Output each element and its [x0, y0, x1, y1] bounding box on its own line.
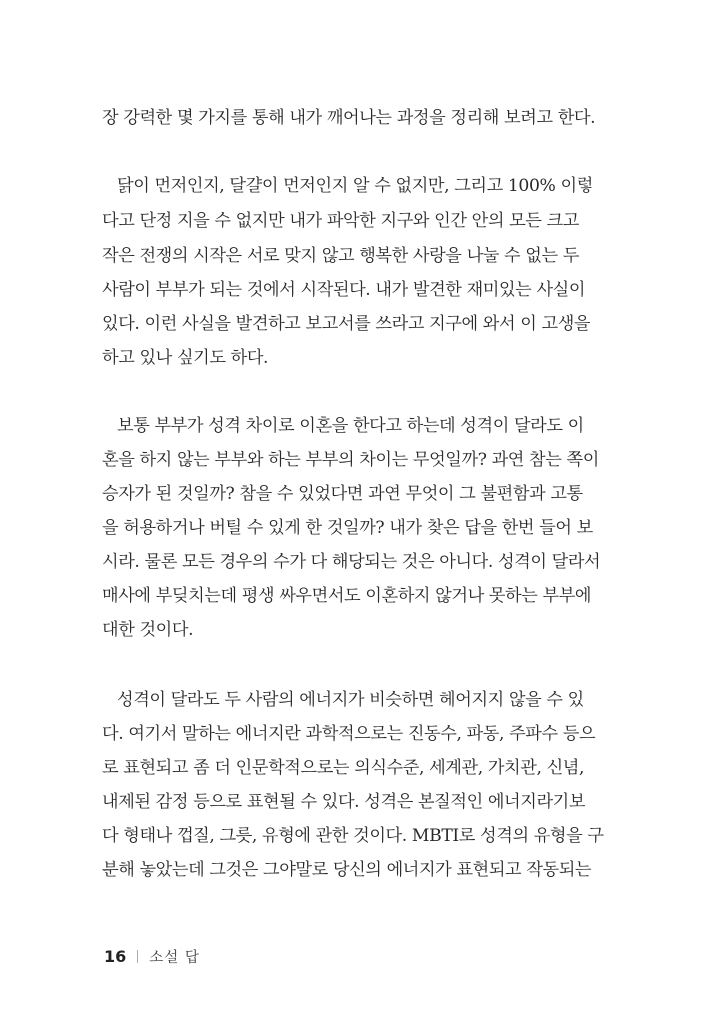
body-text-line: 있다. 이런 사실을 발견하고 보고서를 쓰라고 지구에 와서 이 고생을 [102, 314, 591, 334]
body-text-line: 다 형태나 껍질, 그릇, 유형에 관한 것이다. MBTI로 성격의 유형을 구 [102, 826, 604, 846]
body-text-line: 혼을 하지 않는 부부와 하는 부부의 차이는 무엇일까? 과연 참는 쪽이 [102, 450, 599, 470]
body-text-line: 다. 여기서 말하는 에너지란 과학적으로는 진동수, 파동, 주파수 등으 [102, 724, 596, 744]
body-text-line: 대한 것이다. [102, 620, 194, 640]
running-title: 소설 답 [149, 950, 200, 966]
body-text-line: 다고 단정 지을 수 없지만 내가 파악한 지구와 인간 안의 모든 크고 [102, 211, 579, 231]
body-text-line: 로 표현되고 좀 더 인문학적으로는 의식수준, 세계관, 가치관, 신념, [102, 758, 585, 778]
body-text-line: 성격이 달라도 두 사람의 에너지가 비슷하면 헤어지지 않을 수 있 [117, 690, 584, 710]
body-text-line: 닭이 먼저인지, 달걀이 먼저인지 알 수 없지만, 그리고 100% 이렇 [117, 176, 593, 196]
body-text-line: 내제된 감정 등으로 표현될 수 있다. 성격은 본질적인 에너지라기보 [102, 792, 586, 812]
page-footer [104, 946, 200, 967]
body-text-line: 분해 놓았는데 그것은 그야말로 당신의 에너지가 표현되고 작동되는 [102, 860, 592, 880]
body-text-line: 하고 있나 싶기도 하다. [102, 348, 269, 368]
body-text-line: 을 허용하거나 버틸 수 있게 한 것일까? 내가 찾은 답을 한번 들어 보 [102, 518, 593, 538]
footer-separator [137, 950, 138, 963]
body-text-line: 장 강력한 몇 가지를 통해 내가 깨어나는 과정을 정리해 보려고 한다. [102, 108, 596, 128]
body-text-line: 작은 전쟁의 시작은 서로 맞지 않고 행복한 사랑을 나눌 수 없는 두 [102, 246, 579, 266]
page-number: 16 [104, 947, 127, 966]
body-text-line: 보통 부부가 성격 차이로 이혼을 한다고 하는데 성격이 달라도 이 [117, 416, 584, 436]
body-text-line: 시라. 물론 모든 경우의 수가 다 해당되는 것은 아니다. 성격이 달라서 [102, 552, 601, 572]
body-text-line: 승자가 된 것일까? 참을 수 있었다면 과연 무엇이 그 불편함과 고통 [102, 484, 583, 504]
body-text-line: 사람이 부부가 되는 것에서 시작된다. 내가 발견한 재미있는 사실이 [102, 280, 586, 300]
body-text-line: 매사에 부딪치는데 평생 싸우면서도 이혼하지 않거나 못하는 부부에 [102, 586, 592, 606]
